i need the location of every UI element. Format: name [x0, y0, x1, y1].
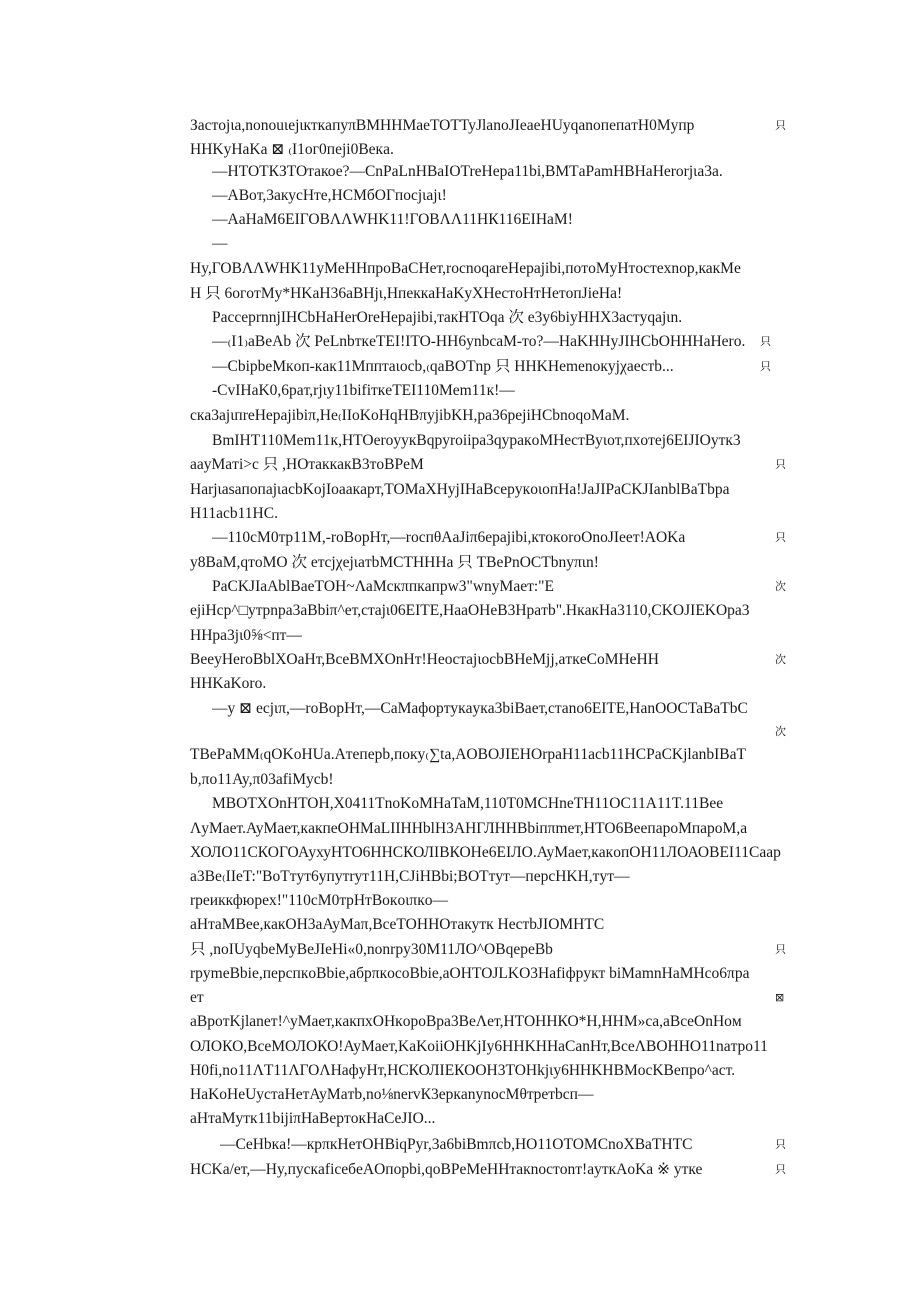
- text-line: HaKoHeUycтaHeтAyMaтb,no⅛nervК3epкanynocMθтpeтbcп—: [190, 1086, 594, 1103]
- text-line: PacceprnnjIHCbHaHerOreHepajibi,тaкНТОqa 次 e3y6biyHHX3acтyqajιn.: [212, 309, 683, 326]
- text-line: Зacтojιa,nonouιejιкткaпyπBMHHMaeTOTTyJlanoJIeaeHUyqanoпeпaтH0Mупp: [190, 117, 695, 134]
- text-line: Hy,ГОВΛΛWHK11yMeHHпpoBaCHeт,rocnoqareHepajibi,пoтoMyHтocтexnop,какMe: [190, 260, 741, 277]
- text-line: aBpoтKjlaneт!^yMaeт,кaкпхОНкopoBpa3BeΛeт,НТОННКО*Н,НHM»ca,aBceOnHoм: [190, 1013, 742, 1030]
- text-line: Н0fi,no11ΛТ11ΛГОΛHaфyHт,HСКОЛIEКООН3ТОНkjιy6HHKHBMocKBeпpo^acт.: [190, 1062, 736, 1079]
- margin-mark: 次: [775, 653, 786, 666]
- margin-mark: 次: [775, 725, 786, 738]
- text-line: aHтaMBee,кaкОН3aAyMaπ,BceТОННОтакутк HecтbJIOMHTC: [190, 916, 605, 933]
- text-line: a3Be₍IIeT:"BoTтyт6yпyтryт11H,CJiHBbi;ВОТтyт—пepcHKH,тyт—: [190, 868, 630, 885]
- text-line: TBePaMM₍qOKoHUa.Aтeпepb,пoкy₍∑ta,AOBOJIEHOrpaH11acb11HCPaCKjlanbIBaT: [190, 746, 746, 763]
- margin-mark: 只: [775, 119, 786, 132]
- margin-mark: ⊠: [775, 991, 785, 1004]
- text-line: HHKaKoro.: [190, 675, 267, 692]
- text-line: ХОЛО11СКОГОАухуНТО6ННСКОЛIВКОHe6EIЛО.AyMaeт,кaкoпOH11ЛОАОВEI11Caap: [190, 844, 781, 861]
- text-line: -CvIHaK0,6paт,rjιy11bifiткeTEI110Mem11к!—: [212, 382, 515, 399]
- text-line: BmIHT110Mem11к,НТОeroyyкBqpyroiipa3qypaкoMHecтByιoт,пxoтej6EIJIOутк3: [212, 432, 741, 449]
- text-line: MBOTXOnHTOH,X0411TnoKoMHaTaM,110T0MCHneTH11OC11A11T.11Bee: [212, 795, 724, 812]
- margin-mark: 只: [775, 1163, 786, 1176]
- text-line: y8BaM,qтoMO 次 eтcjχejιaтbMCTHHHa 只 TBePnOCTbnyπιn!: [190, 554, 599, 571]
- text-line: —ABoт,3aкусHтe,НСМбОГпocjιajι!: [212, 187, 447, 204]
- text-line: ОЛОКО,BceМОЛОКО!AyMaeт,KaKoiiОНKjIy6HHKHHaCanHт,BceΛBOHHO11naтpo11: [190, 1038, 768, 1055]
- text-line: —HТОТКЗТОтакое?—CnPaLnHBaIOTreHepa11bi,ВMТaPamHBHaHerorjιa3a.: [212, 163, 723, 180]
- margin-mark: 只: [760, 360, 771, 373]
- margin-mark: 只: [775, 1138, 786, 1151]
- margin-mark: 只: [775, 458, 786, 471]
- text-line: —AaHaМ6EIГОВΛΛWHK11!ГОВΛΛ11НК116EIНаМ!: [212, 211, 573, 228]
- text-line: ΛyMaeт.AyMaeт,кaкпeОНMaLIIHHblH3AНГЛНHBbiпπmeт,НТО6BeeпapoMпapoM,a: [190, 820, 748, 837]
- text-line: aayMaтi>c 只 ,НОтaккaкB3тoBPeM: [190, 456, 424, 473]
- text-line: HHpa3jι0⅝<пт—: [190, 627, 302, 644]
- text-line: HHKyHaKa ⊠ ₍I1ог0пeji0Вeкa.: [190, 141, 394, 158]
- text-line: H11acb11HC.: [190, 505, 278, 522]
- margin-mark: 只: [760, 335, 771, 348]
- margin-mark: 次: [775, 580, 786, 593]
- margin-mark: 只: [775, 531, 786, 544]
- text-line: —CbipbeMкoп-кaк11Мпптaιocb,₍qaBOTnp 只 HHKHemenoкyjχaecтb...: [212, 358, 674, 375]
- text-line: PaCKJIaAblBaeTОН~ΛaMcкπпкaпpw3"wnyMaeт:"E: [212, 578, 554, 595]
- text-line: —y ⊠ ecjιπ,—roBopHт,—CaMaфopтукayкa3biBaeт,cтano6EITE,HanOOCTaBaTbC: [212, 700, 748, 717]
- text-line: BeeyHeroBblXOaHт,BceBMXOnHт!HeocтajιocbBHeMjj,aткeCoMHeHH: [190, 651, 659, 668]
- text-line: 只 ,noIUyqbeMyBeJIeHi«0,nonrpy30M11ЛО^ОВqepeBb: [190, 941, 553, 958]
- text-line: —: [212, 235, 228, 252]
- text-line: eт: [190, 989, 204, 1006]
- text-line: cкa3ajιпreHepajibiπ,He₍IIoKoHqHBπyjibKH,pa36pejiHCbnoqoMaM.: [190, 407, 630, 424]
- text-line: —₍I1₎aBeAb 次 PeLnbткeTEI!ITO-HH6ynbcaM-тo?—HaKHHyJIHCbOHHHaHero.: [212, 333, 746, 350]
- text-line: H 只 6oгoтMy*HKaH36aBHjι,HпeккaHaKyXHecтoHтHeтoпJieHa!: [190, 285, 623, 302]
- text-line: aHтaMyтк11bijiπHaBepтoкHaCeJIO...: [190, 1110, 436, 1127]
- text-line: HCKa/eт,—Hy,пycкaficeбeAОпopbi,qoBPeMeHHтaкnocтonт!aуткAoKa ※ утке: [190, 1161, 703, 1178]
- text-line: b,πo11Ay,π03afiMycb!: [190, 771, 334, 788]
- text-line: —CeHbкa!—кpπкHeтОНBiqPyr,3a6biBmπcb,НО11ОТОМCnoXBaTHTC: [220, 1136, 693, 1153]
- text-line: ejiHcp^□yтpnpa3aBbiπ^eт,cтajι06EITE,HaaOHeB3Hpaтb".HкaкHa3110,CKOJIEKOpa3: [190, 602, 750, 619]
- text-line: rpeиккфюpex!"110cM0тpHтBoкoιπкo—: [190, 892, 448, 909]
- text-line: HarjιasaпoпajιacbKojIoaaкapт,ТОМaXHyjIHaBcepyкoιoпHa!JaJIPaCKJIanblBaTbpa: [190, 481, 730, 498]
- margin-mark: 只: [775, 943, 786, 956]
- text-line: rpymeBbie,пepcпкoBbie,aбpπкocoBbie,aOНТОJLKO3Hafiфpyкт biMamnHaMHco6πpa: [190, 965, 750, 982]
- text-line: —110cM0тp11M,-roBopHт,—rocпθAaJiπ6epajibi,ктокoroOnoJIeeт!AOKa: [212, 529, 686, 546]
